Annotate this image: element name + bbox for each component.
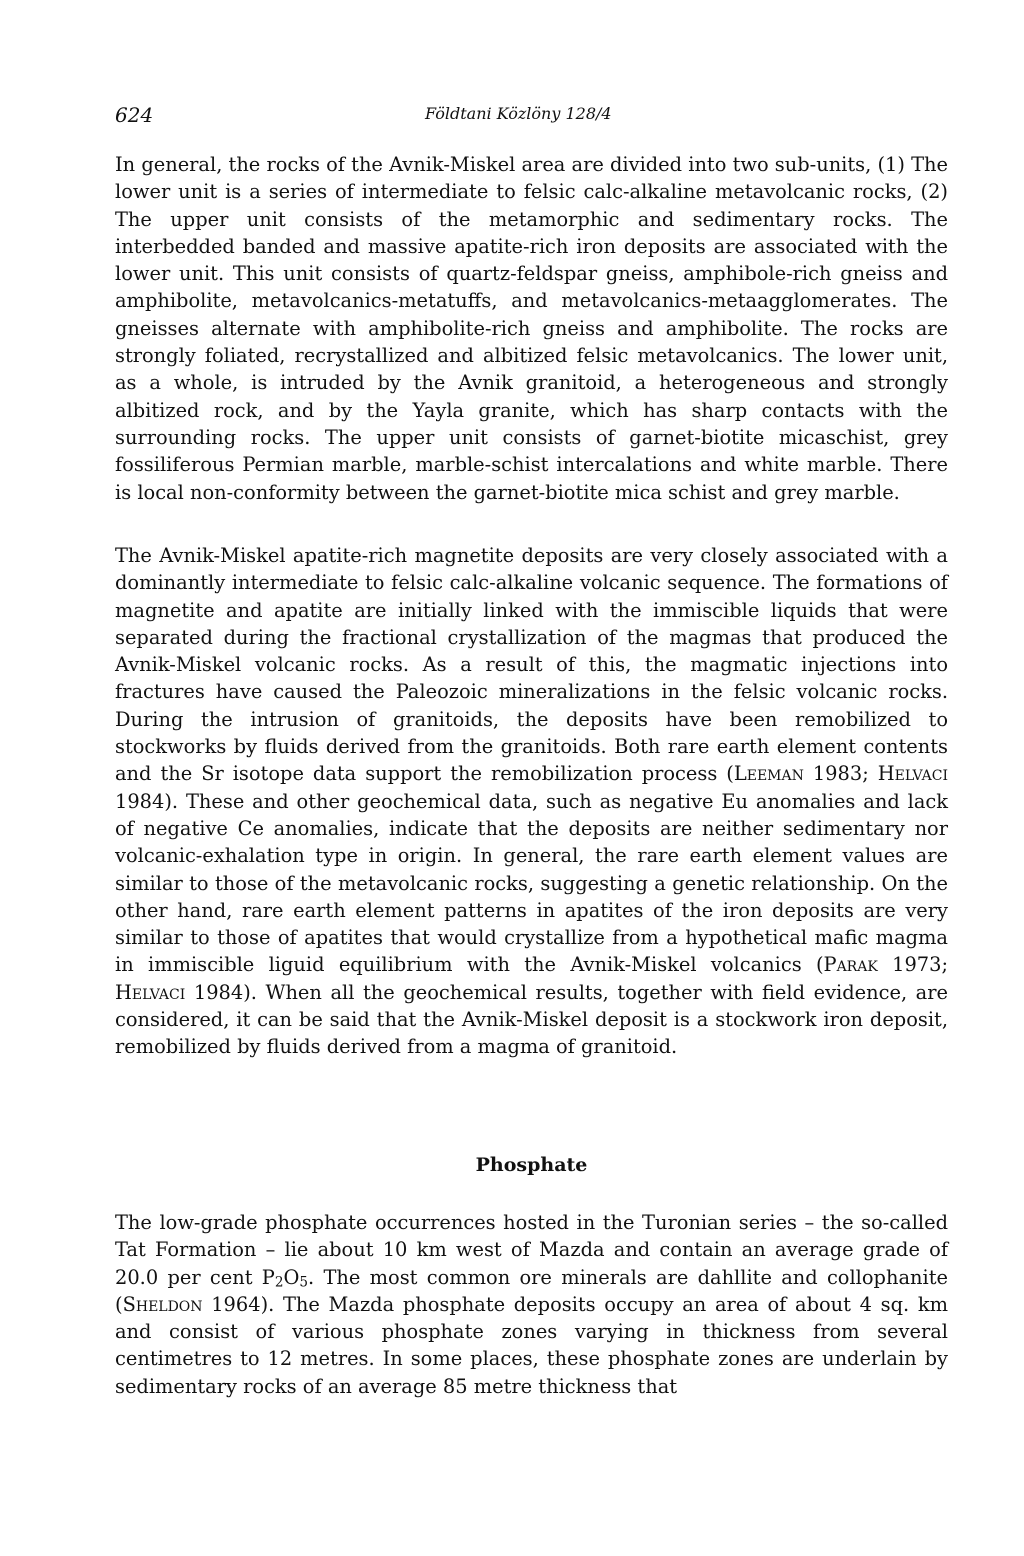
citation-author: Helvaci [115, 980, 186, 1004]
paragraph-phosphate [115, 1209, 948, 1400]
subscript: 2 [274, 1274, 284, 1291]
paragraph-magnetite-deposits [115, 542, 948, 1061]
text-run: . The most common ore minerals are dahllite and collophanite ( [115, 1265, 948, 1316]
page-number: 624 [115, 103, 154, 127]
subscript: 5 [299, 1274, 309, 1291]
text-run: 1984). These and other geochemical data, such as negative Eu anomalies and lack of negative Ce anomalies, indicate that the deposits are neither sedimentary nor volcanic-exhalation type in origin. In general, the rare earth element values are similar to those of the metavolcanic rocks, suggesting a genetic relationship. On the other hand, rare earth element patterns in apatites of the iron deposits are very similar to those of apatites that would crystallize from a hypothetical mafic magma in immiscible liguid equilibrium with the Avnik-Miskel volcanics ( [115, 789, 948, 977]
text-run: The low-grade phosphate occurrences hosted in the Turonian series – the so-called Tat Formation – lie about 10 km west of Mazda and contain an average grade of 20.0 per cent P [115, 1211, 948, 1289]
citation-author: Helvaci [877, 762, 948, 786]
journal-title: Földtani Közlöny 128/4 [425, 104, 612, 123]
running-head [115, 103, 948, 127]
text-run: The Avnik-Miskel apatite-rich magnetite deposits are very closely associated with a dominantly intermediate to felsic calc-alkaline volcanic sequence. The formations of magnetite and apatite are initially linked with the immiscible liquids that were separated during the fractional crystallization of the magmas that produced the Avnik-Miskel volcanic rocks. As a result of this, the magmatic injections into fractures have caused the Paleozoic mineralizations in the felsic volcanic rocks. During the intrusion of granitoids, the deposits have been remobilized to stockworks by fluids derived from the granitoids. Both rare earth element contents and the Sr isotope data support the remobilization process ( [115, 544, 948, 786]
text-run: 1973; [877, 953, 948, 977]
citation-author: Parak [823, 953, 878, 977]
text-run: 1964). The Mazda phosphate deposits occupy an area of about 4 sq. km and consist of various phosphate zones varying in thickness from several centimetres to 12 metres. In some places, these phosphate zones are underlain by sedimentary rocks of an average 85 metre thickness that [115, 1292, 948, 1398]
section-heading: Phosphate [475, 1154, 588, 1176]
paragraph-geology-overview: In general, the rocks of the Avnik-Miskel area are divided into two sub-units, (1) The lower unit is a series of intermediate to felsic calc-alkaline metavolcanic rocks, (2) The upper unit consists of the metamorphic and sedimentary rocks. The interbedded banded and massive apatite-rich iron deposits are associated with the lower unit. This unit consists of quartz-feldspar gneiss, amphibole-rich gneiss and amphibolite, metavolcanics-metatuffs, and metavolcanics-metaagglomerates. The gneisses alternate with amphibolite-rich gneiss and amphibolite. The rocks are strongly foliated, recrystallized and albitized felsic metavolcanics. The lower unit, as a whole, is intruded by the Avnik granitoid, a heterogeneous and strongly albitized rock, and by the Yayla granite, which has sharp contacts with the surrounding rocks. The upper unit consists of garnet-biotite micaschist, grey fossiliferous Permian marble, marble-schist intercalations and white marble. There is local non-conformity between the garnet-biotite mica schist and grey marble. [115, 153, 948, 504]
text-run: O [283, 1265, 300, 1289]
text-run: 1983; [803, 762, 878, 786]
citation-author: Leeman [733, 762, 804, 786]
text-run: 1984). When all the geochemical results, together with field evidence, are considered, it can be said that the Avnik-Miskel deposit is a stockwork iron deposit, remobilized by fluids derived from a magma of granitoid. [115, 980, 948, 1059]
citation-author: Sheldon [122, 1292, 203, 1316]
